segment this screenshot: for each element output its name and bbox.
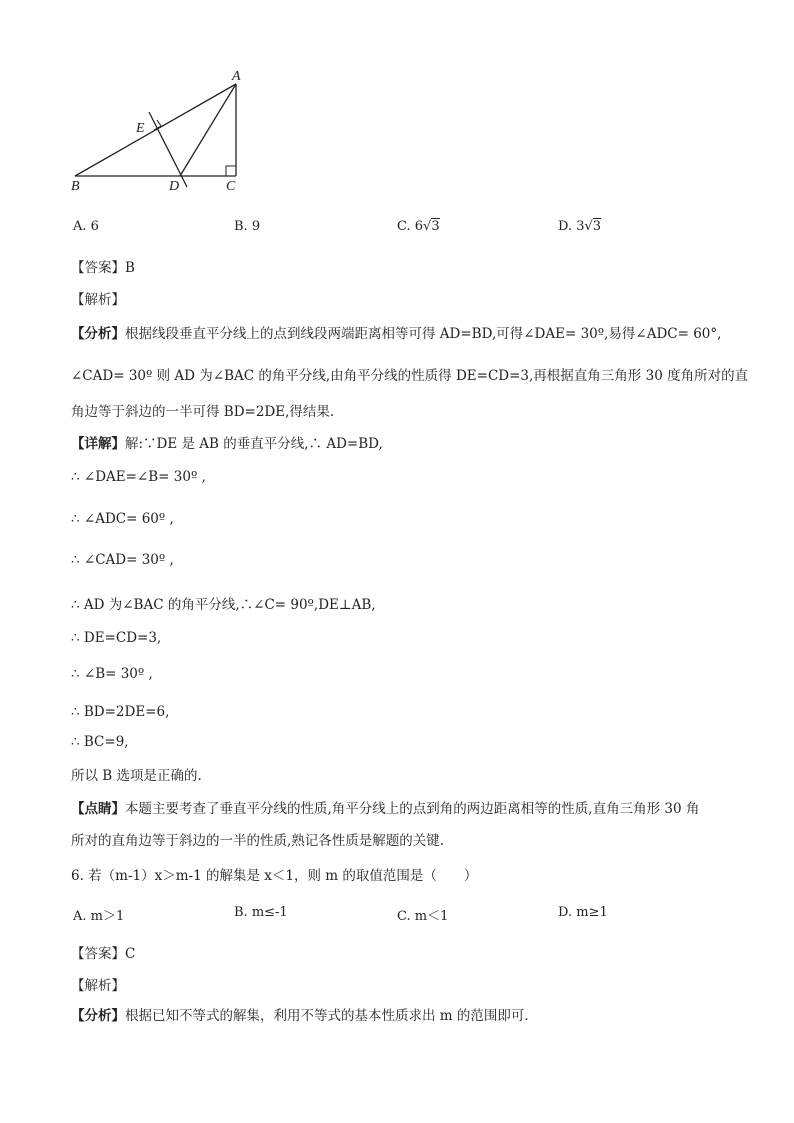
q6-option-a: A. m＞1 [73,909,125,924]
q5-option-d [558,219,601,234]
q5-dianjing-line1 [71,797,699,817]
fenxi-tag: 【分析】 [71,326,125,342]
sqrt-sign: √ [423,219,432,234]
q5-fenxi-line2: ∠CAD= 30º 则 AD 为∠BAC 的角平分线,由角平分线的性质得 DE=CD=3,再根据直角三角形 30 度角所对的直 [71,368,749,384]
label-c: C [226,179,236,194]
q6-fenxi-line1 [71,1004,538,1024]
q5-option-c-prefix: C. 6 [397,219,424,234]
q6-stem: 6. 若（m-1）x＞m-1 的解集是 x＜1，则 m 的取值范围是（ ） [71,868,478,884]
xiangjie-text: 解:∵DE 是 AB 的垂直平分线,∴ AD=BD, [125,436,383,452]
fenxi-text: 根据线段垂直平分线上的点到线段两端距离相等可得 AD=BD,可得∠DAE= 30º,易得∠ADC= 60°, [125,326,722,342]
q5-step-2: ∴ ∠ADC= 60º , [71,511,174,527]
dianjing-text: 本题主要考查了垂直平分线的性质,角平分线上的点到角的两边距离相等的性质,直角三角形 30 角 [125,801,700,817]
q5-xiangjie-line1 [71,432,383,452]
q5-step-7: ∴ BD=2DE=6, [71,704,170,720]
q6-answer: 【答案】C [71,946,136,962]
q5-option-a: A. 6 [73,219,99,234]
q5-conclusion: 所以 B 选项是正确的. [71,768,202,784]
segment-ab [75,84,236,176]
q5-option-d-radicand: 3 [592,219,602,234]
q6-option-b: B. m≤-1 [234,905,288,920]
q5-option-c [397,219,440,234]
q5-answer: 【答案】B [71,260,135,276]
fenxi-text: 根据已知不等式的解集，利用不等式的基本性质求出 m 的范围即可． [125,1008,538,1024]
q6-option-d: D. m≥1 [558,905,608,920]
label-d: D [169,179,180,194]
right-angle-mark-c [226,166,236,176]
q5-step-6: ∴ ∠B= 30º , [71,666,153,682]
q5-step-8: ∴ BC=9, [71,734,129,750]
q5-option-b: B. 9 [234,219,261,234]
label-b: B [71,179,80,194]
dianjing-tag: 【点睛】 [71,801,125,817]
q5-step-4: ∴ AD 为∠BAC 的角平分线,∴∠C= 90º,DE⊥AB, [71,597,376,613]
q5-dianjing-line2: 所对的直角边等于斜边的一半的性质,熟记各性质是解题的关键. [71,833,445,849]
q5-fenxi-line3: 角边等于斜边的一半可得 BD=2DE,得结果. [71,404,335,420]
q5-option-d-prefix: D. 3 [558,219,585,234]
label-a: A [232,69,241,84]
q5-option-c-radicand: 3 [431,219,440,234]
q5-step-1: ∴ ∠DAE=∠B= 30º , [71,469,206,485]
q5-analysis-heading: 【解析】 [71,292,125,308]
triangle-figure [60,62,260,197]
sqrt-sign: √ [584,219,593,234]
q5-step-3: ∴ ∠CAD= 30º , [71,552,174,568]
fenxi-tag: 【分析】 [71,1008,125,1024]
label-e: E [136,121,145,136]
xiangjie-tag: 【详解】 [71,436,125,452]
q6-analysis-heading: 【解析】 [71,978,125,994]
segment-ad [180,84,236,176]
q5-fenxi-line1 [71,322,721,342]
q5-step-5: ∴ DE=CD=3, [71,630,162,646]
q6-option-c: C. m＜1 [397,909,449,924]
